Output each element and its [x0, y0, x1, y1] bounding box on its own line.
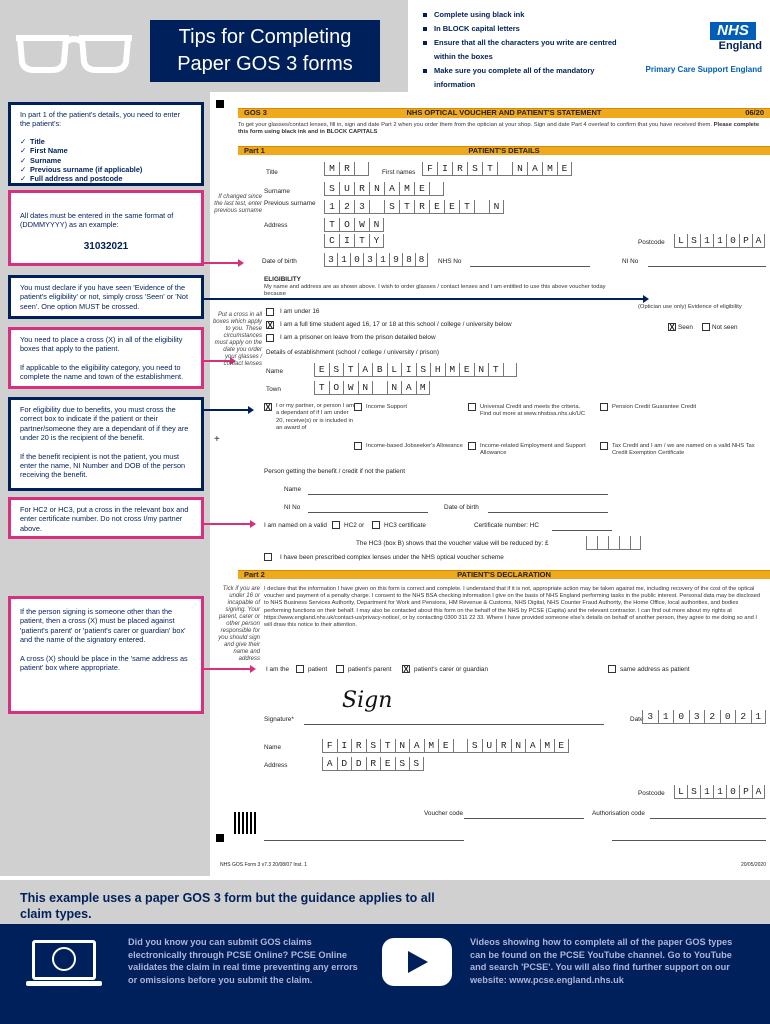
surname-boxes[interactable]: [324, 182, 444, 196]
first-name-boxes[interactable]: [422, 162, 572, 176]
char-box[interactable]: T: [399, 200, 414, 214]
char-box[interactable]: M: [399, 182, 414, 196]
benefit-name-line[interactable]: [308, 494, 608, 495]
tips-column: [0, 92, 210, 876]
qr-code-icon: [234, 812, 256, 834]
form-header-bar: [238, 108, 770, 118]
not-seen-label: Not seen: [712, 324, 738, 331]
char-box[interactable]: S: [329, 363, 344, 377]
registration-mark: [216, 100, 224, 108]
char-box[interactable]: [369, 200, 384, 214]
char-box[interactable]: O: [339, 218, 354, 232]
page-title: [150, 20, 380, 82]
char-box[interactable]: T: [314, 381, 329, 395]
tip-list-item: ✓ First Name: [20, 146, 192, 155]
tip-patient-details: [8, 102, 204, 186]
char-box[interactable]: E: [414, 182, 429, 196]
char-box[interactable]: 1: [751, 710, 767, 724]
address-line-1-boxes[interactable]: [324, 200, 504, 214]
char-box[interactable]: N: [474, 363, 489, 377]
char-box[interactable]: S: [467, 162, 482, 176]
char-box[interactable]: [372, 381, 387, 395]
char-box[interactable]: 3: [324, 253, 337, 267]
char-box[interactable]: C: [324, 234, 339, 248]
char-box[interactable]: F: [422, 162, 437, 176]
benefit-me-label: I or my partner, or person I am a dependant of if I am under 20, receive(s) or is included in an award of: [276, 403, 354, 432]
char-box[interactable]: 0: [673, 710, 689, 724]
char-box[interactable]: M: [445, 363, 460, 377]
char-box[interactable]: I: [401, 363, 416, 377]
signatory-address-label: Address: [264, 762, 288, 769]
date-example: 31032021: [83, 240, 129, 252]
char-box[interactable]: R: [414, 200, 429, 214]
char-box[interactable]: F: [322, 739, 337, 753]
char-box[interactable]: [630, 536, 641, 550]
form-code: GOS 3: [244, 108, 267, 117]
char-box[interactable]: 3: [642, 710, 658, 724]
char-box[interactable]: 2: [339, 200, 354, 214]
char-box[interactable]: [586, 536, 597, 550]
char-box[interactable]: U: [339, 182, 354, 196]
hc-label: I am named on a valid: [264, 522, 327, 529]
char-box[interactable]: M: [424, 739, 439, 753]
tip-text: All dates must be entered in the same format of (DDMMYYYY) as an example:: [20, 211, 174, 230]
part2-bar: [238, 570, 770, 579]
tip-list-item: ✓ Surname: [20, 156, 192, 165]
tip-text: You need to place a cross (X) in all of the eligibility boxes that apply to the patient.: [20, 335, 183, 354]
char-box[interactable]: M: [324, 162, 339, 176]
char-box[interactable]: N: [369, 182, 384, 196]
char-box[interactable]: W: [354, 218, 369, 232]
student-label: I am a full time student aged 16, 17 or 18 at this school / college / university below: [280, 321, 512, 328]
char-box[interactable]: L: [674, 234, 687, 248]
footer-left-text: Did you know you can submit GOS claims electronically through PCSE Online? PCSE Online validates the claim in real time preventing any errors or omissions before you submit the claim.: [128, 937, 358, 985]
char-box[interactable]: L: [674, 785, 687, 799]
signatory-postcode-boxes[interactable]: [674, 785, 765, 799]
signatory-name-label: Name: [264, 744, 282, 751]
intro-bold: Please complete this form using black ink and in BLOCK CAPITALS: [238, 122, 760, 136]
instruction-bullets: [418, 8, 628, 92]
char-box[interactable]: S: [366, 739, 381, 753]
tip-benefits: [8, 397, 204, 491]
authorisation-code-line[interactable]: [650, 818, 766, 819]
char-box[interactable]: N: [512, 162, 527, 176]
char-box[interactable]: M: [542, 162, 557, 176]
char-box[interactable]: S: [687, 234, 700, 248]
optician-use-label: (Optician use only) Evidence of eligibility: [638, 304, 742, 310]
tip-hc-certificate: [8, 497, 204, 539]
previous-surname-label: Previous surname: [264, 200, 316, 207]
pcse-label: Primary Care Support England: [645, 65, 762, 74]
char-box[interactable]: 1: [324, 200, 339, 214]
char-box[interactable]: 1: [376, 253, 389, 267]
tip-list-item: ✓ Full address and postcode: [20, 174, 192, 183]
not-seen-checkbox[interactable]: [702, 323, 710, 331]
char-box[interactable]: [474, 200, 489, 214]
char-box[interactable]: R: [339, 162, 354, 176]
char-box[interactable]: [429, 182, 444, 196]
tip-text: A cross (X) should be place in the 'same address as patient' box where appropriate.: [20, 653, 188, 673]
first-name-label: First names: [382, 169, 416, 176]
char-box[interactable]: 3: [354, 200, 369, 214]
char-box[interactable]: 2: [735, 710, 751, 724]
char-box[interactable]: D: [351, 757, 366, 771]
benefit-name-label: Name: [284, 486, 302, 493]
part2-label: Part 2: [244, 570, 265, 579]
tip-text: For eligibility due to benefits, you must cross the correct box to indicate if the patient or their partner/someone they are a dependant of if they are under 20 is the recipient of the benefit.: [20, 405, 189, 443]
char-box[interactable]: S: [384, 200, 399, 214]
char-box[interactable]: N: [511, 739, 526, 753]
char-box[interactable]: 1: [713, 785, 726, 799]
glasses-icon: [14, 28, 134, 74]
part1-title: PATIENT'S DETAILS: [468, 146, 540, 155]
footer-right-text: Videos showing how to complete all of the paper GOS types can be found on the PCSE YouTube channel. Go to YouTube and search 'PCSE'. You will also find further support on our website: www.pcse.england.nhs.uk: [470, 937, 733, 985]
char-box[interactable]: 1: [700, 234, 713, 248]
tip-list-item: ✓ Title: [20, 137, 192, 146]
char-box[interactable]: A: [401, 381, 416, 395]
establishment-town-label: Town: [266, 386, 281, 393]
bullet-item: Make sure you complete all of the mandatory information: [418, 64, 628, 92]
tip-text: If the benefit recipient is not the patient, you must enter the name, NI Number and DOB of the person receiving the benefit.: [20, 451, 186, 480]
same-address-label: same address as patient: [620, 666, 690, 673]
char-box[interactable]: [503, 363, 518, 377]
sign-date-boxes[interactable]: [642, 710, 766, 724]
form-footer-right: 20/05/2020: [740, 862, 766, 868]
part2-title: PATIENT'S DECLARATION: [457, 570, 551, 579]
char-box[interactable]: [453, 739, 468, 753]
char-box[interactable]: 1: [658, 710, 674, 724]
tip-evidence: [8, 275, 204, 319]
char-box[interactable]: N: [387, 381, 402, 395]
jsa-checkbox[interactable]: [354, 442, 362, 450]
char-box[interactable]: A: [752, 785, 765, 799]
char-box[interactable]: T: [482, 162, 497, 176]
income-support-label: Income Support: [366, 404, 407, 410]
footer-title: This example uses a paper GOS 3 form but the guidance applies to all claim types.: [20, 891, 435, 921]
form-heading: NHS OPTICAL VOUCHER AND PATIENT'S STATEMENT: [406, 108, 602, 117]
certificate-number-label: Certificate number: HC: [474, 522, 539, 529]
char-box[interactable]: B: [372, 363, 387, 377]
char-box[interactable]: 9: [389, 253, 402, 267]
char-box[interactable]: O: [329, 381, 344, 395]
ni-number-line[interactable]: [648, 266, 766, 267]
globe-icon: [52, 947, 76, 971]
benefit-dob-line[interactable]: [488, 512, 608, 513]
intro-text: To get your glasses/contact lenses, fill in, sign and date Part 2 when you order them from the optician at your shop. Sign and date Part 4 overleaf to confirm that you have received them.: [238, 122, 712, 128]
char-box[interactable]: L: [387, 363, 402, 377]
part1-label: Part 1: [244, 146, 265, 155]
establishment-label: Details of establishment (school / college / university / prison): [266, 349, 439, 356]
dob-boxes[interactable]: [324, 253, 428, 267]
carer-checkbox[interactable]: X: [403, 665, 409, 674]
tax-credit-checkbox[interactable]: [600, 442, 608, 450]
parent-label: patient's parent: [348, 666, 392, 673]
postcode-label: Postcode: [638, 239, 665, 246]
establishment-town-boxes[interactable]: [314, 381, 430, 395]
char-box[interactable]: S: [416, 363, 431, 377]
char-box[interactable]: 1: [713, 234, 726, 248]
char-box[interactable]: N: [395, 739, 410, 753]
nhs-logo: NHS: [710, 22, 756, 40]
jsa-label: Income-based Jobseeker's Allowance: [366, 443, 463, 449]
certificate-number-line[interactable]: [552, 530, 612, 531]
complex-lenses-label: I have been prescribed complex lenses under the NHS optical voucher scheme: [280, 554, 504, 561]
establishment-name-label: Name: [266, 368, 284, 375]
char-box[interactable]: U: [482, 739, 497, 753]
address-line-2-boxes[interactable]: [324, 218, 384, 232]
tip-text: If the person signing is someone other than the patient, then a cross (X) must be placed against 'patient's parent' or 'patient's carer or guardian' box' and the name of the signatory entered.: [20, 607, 186, 645]
char-box[interactable]: E: [557, 162, 572, 176]
char-box[interactable]: H: [430, 363, 445, 377]
bullet-item: Complete using black ink: [418, 8, 628, 22]
prisoner-checkbox[interactable]: [266, 334, 274, 342]
char-box[interactable]: R: [366, 757, 381, 771]
seen-checkbox[interactable]: X: [669, 323, 675, 332]
hc3-amount-boxes[interactable]: [586, 536, 641, 550]
tip-text: If applicable to the eligibility category, you need to complete the name and town of the establishment.: [20, 362, 184, 382]
sign-date-label: Date: [630, 716, 644, 723]
address-label: Address: [264, 222, 288, 229]
signatory-address-boxes[interactable]: [322, 757, 424, 771]
char-box[interactable]: N: [369, 218, 384, 232]
tax-credit-label: Tax Credit and I am / we are named on a valid NHS Tax Credit Exemption Certificate: [612, 443, 755, 457]
char-box[interactable]: A: [322, 757, 337, 771]
char-box[interactable]: R: [354, 182, 369, 196]
char-box[interactable]: [597, 536, 608, 550]
income-support-checkbox[interactable]: [354, 403, 362, 411]
char-box[interactable]: [619, 536, 630, 550]
title-label: Title: [266, 169, 278, 176]
eligibility-text: My name and address are as shown above. I wish to order glasses / contact lenses and I am entitled to use this above voucher today because: [264, 284, 606, 298]
establishment-name-boxes[interactable]: [314, 363, 517, 377]
part1-bar: [238, 146, 770, 155]
char-box[interactable]: S: [395, 757, 410, 771]
char-box[interactable]: 0: [720, 710, 736, 724]
laptop-base: [26, 981, 102, 986]
char-box[interactable]: E: [459, 363, 474, 377]
tip-date-format: [8, 190, 204, 266]
patient-label: patient: [308, 666, 328, 673]
char-box[interactable]: 1: [700, 785, 713, 799]
form-intro: [238, 122, 766, 137]
patient-checkbox[interactable]: [296, 665, 304, 673]
char-box[interactable]: [497, 162, 512, 176]
char-box[interactable]: R: [496, 739, 511, 753]
plus-mark: +: [214, 434, 220, 445]
bullet-item: In BLOCK capital letters: [418, 22, 628, 36]
char-box[interactable]: A: [752, 234, 765, 248]
char-box[interactable]: S: [467, 739, 482, 753]
signature-line[interactable]: [304, 724, 604, 725]
universal-credit-label: Universal Credit and meets the criteria. Find out more at www.nhsbsa.nhs.uk/UC: [480, 404, 586, 418]
changed-note: If changed since the last test, enter previous surname: [214, 194, 262, 214]
esa-checkbox[interactable]: [468, 442, 476, 450]
benefit-person-label: Person getting the benefit / credit if not the patient: [264, 468, 406, 475]
char-box[interactable]: 1: [337, 253, 350, 267]
benefit-me-checkbox[interactable]: X: [265, 403, 271, 412]
hc3-amount-label: The HC3 (box B) shows that the voucher value will be reduced by: £: [356, 540, 549, 547]
char-box[interactable]: T: [343, 363, 358, 377]
char-box[interactable]: 2: [704, 710, 720, 724]
eligibility-title: ELIGIBILITY: [264, 276, 301, 283]
char-box[interactable]: 3: [363, 253, 376, 267]
esa-label: Income-related Employment and Support Allowance: [480, 443, 586, 457]
hc3-label: HC3 certificate: [384, 522, 426, 529]
authorisation-code-label: Authorisation code: [592, 810, 645, 817]
char-box[interactable]: Y: [369, 234, 384, 248]
char-box[interactable]: S: [409, 757, 424, 771]
char-box[interactable]: A: [527, 162, 542, 176]
pension-credit-checkbox[interactable]: [600, 403, 608, 411]
char-box[interactable]: 8: [415, 253, 428, 267]
bullet-item: Ensure that all the characters you write are centred within the boxes: [418, 36, 628, 64]
play-triangle: [408, 951, 428, 973]
barcode-line: [264, 840, 464, 841]
char-box[interactable]: [608, 536, 619, 550]
benefit-ni-line[interactable]: [308, 512, 428, 513]
i-am-label: I am the: [266, 666, 290, 673]
char-box[interactable]: S: [324, 182, 339, 196]
address-line-3-boxes[interactable]: [324, 234, 384, 248]
char-box[interactable]: I: [339, 234, 354, 248]
england-label: England: [718, 40, 762, 52]
under-16-label: I am under 16: [280, 308, 320, 315]
char-box[interactable]: N: [358, 381, 373, 395]
tip-text: You must declare if you have seen 'Evidence of the patient's eligibility' or not, simply cross 'Seen' or 'Not seen'. One option MUST be crossed.: [20, 283, 188, 311]
voucher-code-line[interactable]: [464, 818, 584, 819]
title-line-2: Paper GOS 3 forms: [177, 53, 353, 75]
form-footer-left: NHS GOS Form 3 v7.3 20/08/07 Inst. 1: [220, 862, 307, 868]
char-box[interactable]: T: [488, 363, 503, 377]
form-version-date: 06/20: [745, 108, 764, 117]
pension-credit-label: Pension Credit Guarantee Credit: [612, 404, 697, 410]
signature-example: Sign: [342, 688, 393, 713]
carer-label: patient's carer or guardian: [414, 666, 489, 673]
tip-eligibility: [8, 327, 204, 389]
char-box[interactable]: A: [409, 739, 424, 753]
char-box[interactable]: A: [525, 739, 540, 753]
char-box[interactable]: E: [380, 757, 395, 771]
declaration-note: Tick if you are under 16 or incapable of signing. Your parent, carer or other person responsible for you should sign and give their name and address: [218, 586, 260, 662]
char-box[interactable]: E: [314, 363, 329, 377]
student-checkbox[interactable]: X: [267, 321, 273, 330]
cross-note: Put a cross in all boxes which apply to you. These circumstances must apply on the date you order your glasses / contact lenses: [212, 312, 262, 367]
char-box[interactable]: E: [444, 200, 459, 214]
char-box[interactable]: T: [354, 234, 369, 248]
nhs-number-label: NHS No: [438, 258, 462, 265]
voucher-code-label: Voucher code: [424, 810, 464, 817]
char-box[interactable]: T: [459, 200, 474, 214]
tip-list-item: ✓ Previous surname (if applicable): [20, 165, 192, 174]
seen-label: Seen: [678, 324, 693, 331]
char-box[interactable]: M: [416, 381, 431, 395]
hc3-checkbox[interactable]: [372, 521, 380, 529]
char-box[interactable]: T: [380, 739, 395, 753]
char-box[interactable]: 3: [689, 710, 705, 724]
ni-number-label: NI No: [622, 258, 639, 265]
prisoner-label: I am a prisoner on leave from the prison detailed below: [280, 334, 436, 341]
signatory-name-boxes[interactable]: [322, 739, 569, 753]
char-box[interactable]: T: [324, 218, 339, 232]
surname-label: Surname: [264, 188, 290, 195]
postcode-boxes[interactable]: [674, 234, 765, 248]
hc2-label: HC2 or: [344, 522, 365, 529]
parent-checkbox[interactable]: [336, 665, 344, 673]
tip-text: For HC2 or HC3, put a cross in the relevant box and enter certificate number. Do not cross I/my partner above.: [20, 505, 189, 533]
under-16-checkbox[interactable]: [266, 308, 274, 316]
complex-lenses-checkbox[interactable]: [264, 553, 272, 561]
tip-signatory: [8, 596, 204, 714]
universal-credit-checkbox[interactable]: [468, 403, 476, 411]
char-box[interactable]: P: [739, 785, 752, 799]
char-box[interactable]: N: [489, 200, 504, 214]
signature-label: Signature*: [264, 716, 294, 723]
title-line-1: Tips for Completing: [178, 26, 352, 48]
char-box[interactable]: R: [351, 739, 366, 753]
signatory-postcode-label: Postcode: [638, 790, 665, 797]
char-box[interactable]: 0: [350, 253, 363, 267]
benefit-dob-label: Date of birth: [444, 504, 479, 511]
char-box[interactable]: A: [358, 363, 373, 377]
char-box[interactable]: 0: [726, 234, 739, 248]
char-box[interactable]: [354, 162, 369, 176]
char-box[interactable]: E: [438, 739, 453, 753]
char-box[interactable]: W: [343, 381, 358, 395]
char-box[interactable]: S: [687, 785, 700, 799]
registration-mark: [216, 834, 224, 842]
declaration-text: I declare that the information I have given on this form is correct and complete. I understand that if it is not, appropriate action may be taken against me, including recovery of the cost of the optical voucher and payment of a penalty charge. I consent to the NHS BSA checking information I give on the basis of NHS England performing tasks in the public interest. Personal data may be disclosed to NHS Business Services Authority, Department for Work and Pensions, HM Revenue & Customs, NHS Digital, NHS Counter Fraud Authority, the Home Office, local authorities, and bodies performing functions on their behalf. I may also be contacted about this form on the behalf of the NHS by PCSE (Capita) and the relevant contractor. I can find out more about my rights at https://www.england.nhs.uk/contact-us/privacy-notice/, or by contacting 0300 311 22 33. Where I have provided someone else's details on behalf of another person, they agree to me doing so and I will draw this notice to their attention.: [264, 586, 761, 629]
char-box[interactable]: I: [437, 162, 452, 176]
gos3-form: [212, 96, 770, 878]
char-box[interactable]: I: [337, 739, 352, 753]
char-box[interactable]: 0: [726, 785, 739, 799]
hc2-checkbox[interactable]: [332, 521, 340, 529]
char-box[interactable]: M: [540, 739, 555, 753]
barcode-line: [612, 840, 766, 841]
char-box[interactable]: R: [452, 162, 467, 176]
same-address-checkbox[interactable]: [608, 665, 616, 673]
title-boxes[interactable]: [324, 162, 369, 176]
char-box[interactable]: A: [384, 182, 399, 196]
nhs-number-line[interactable]: [470, 266, 590, 267]
char-box[interactable]: P: [739, 234, 752, 248]
char-box[interactable]: D: [337, 757, 352, 771]
tip-text: In part 1 of the patient's details, you need to enter the patient's:: [20, 110, 181, 129]
char-box[interactable]: E: [554, 739, 569, 753]
dob-label: Date of birth: [262, 258, 297, 265]
char-box[interactable]: E: [429, 200, 444, 214]
benefit-ni-label: NI No: [284, 504, 301, 511]
char-box[interactable]: 8: [402, 253, 415, 267]
